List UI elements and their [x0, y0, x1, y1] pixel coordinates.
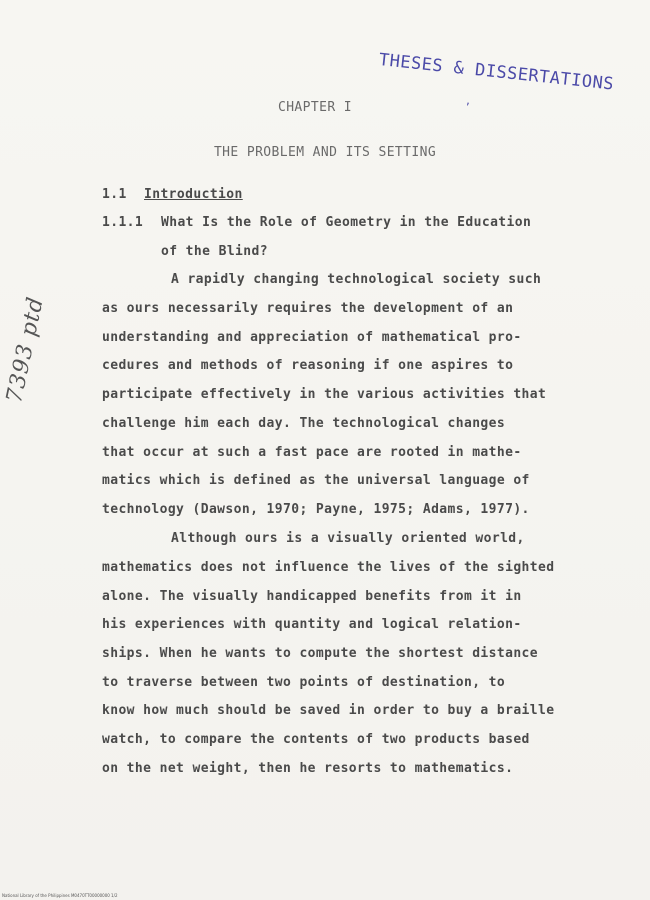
paragraph-2-line: alone. The visually handicapped benefits from it in	[102, 589, 522, 604]
paragraph-1-line: A rapidly changing technological society such	[171, 272, 542, 287]
theses-dissertations-stamp: THESES & DISSERTATIONS	[377, 50, 615, 95]
paragraph-1-line: as ours necessarily requires the development of an	[102, 301, 514, 316]
paragraph-1-line: understanding and appreciation of mathematical pro-	[102, 330, 522, 345]
paragraph-1-line: matics which is defined as the universal language of	[102, 473, 530, 488]
paragraph-1-line: participate effectively in the various activities that	[102, 387, 547, 402]
chapter-label: CHAPTER I	[277, 100, 353, 115]
stamp-mark: ,	[465, 96, 472, 107]
section-title: Introduction	[144, 187, 243, 202]
chapter-title: THE PROBLEM AND ITS SETTING	[213, 145, 437, 160]
paragraph-2-line: to traverse between two points of destination, to	[102, 675, 506, 690]
library-footer: National Library of the Philippines M0470TT00000000 1/2	[2, 893, 118, 898]
paragraph-1-line: cedures and methods of reasoning if one aspires to	[102, 358, 514, 373]
paragraph-1-line: technology (Dawson, 1970; Payne, 1975; Adams, 1977).	[102, 502, 530, 517]
paragraph-2-line: mathematics does not influence the lives of the sighted	[102, 560, 555, 575]
subsection-title-line-2: of the Blind?	[161, 244, 268, 259]
paragraph-2-line: ships. When he wants to compute the shortest distance	[102, 646, 539, 661]
paragraph-2-line: watch, to compare the contents of two products based	[102, 732, 530, 747]
paragraph-1-line: challenge him each day. The technological changes	[102, 416, 506, 431]
paragraph-1-line: that occur at such a fast pace are rooted in mathe-	[102, 445, 522, 460]
paragraph-2-line: his experiences with quantity and logical relation-	[102, 617, 522, 632]
subsection-title-line-1: What Is the Role of Geometry in the Education	[161, 215, 532, 230]
paragraph-2-line: Although ours is a visually oriented world,	[171, 531, 525, 546]
paragraph-2-line: know how much should be saved in order to buy a braille	[102, 703, 555, 718]
section-number: 1.1	[102, 187, 127, 202]
subsection-number: 1.1.1	[102, 215, 144, 230]
handwritten-call-number: 7393 ptd	[2, 294, 49, 406]
paragraph-2-line: on the net weight, then he resorts to mathematics.	[102, 761, 514, 776]
